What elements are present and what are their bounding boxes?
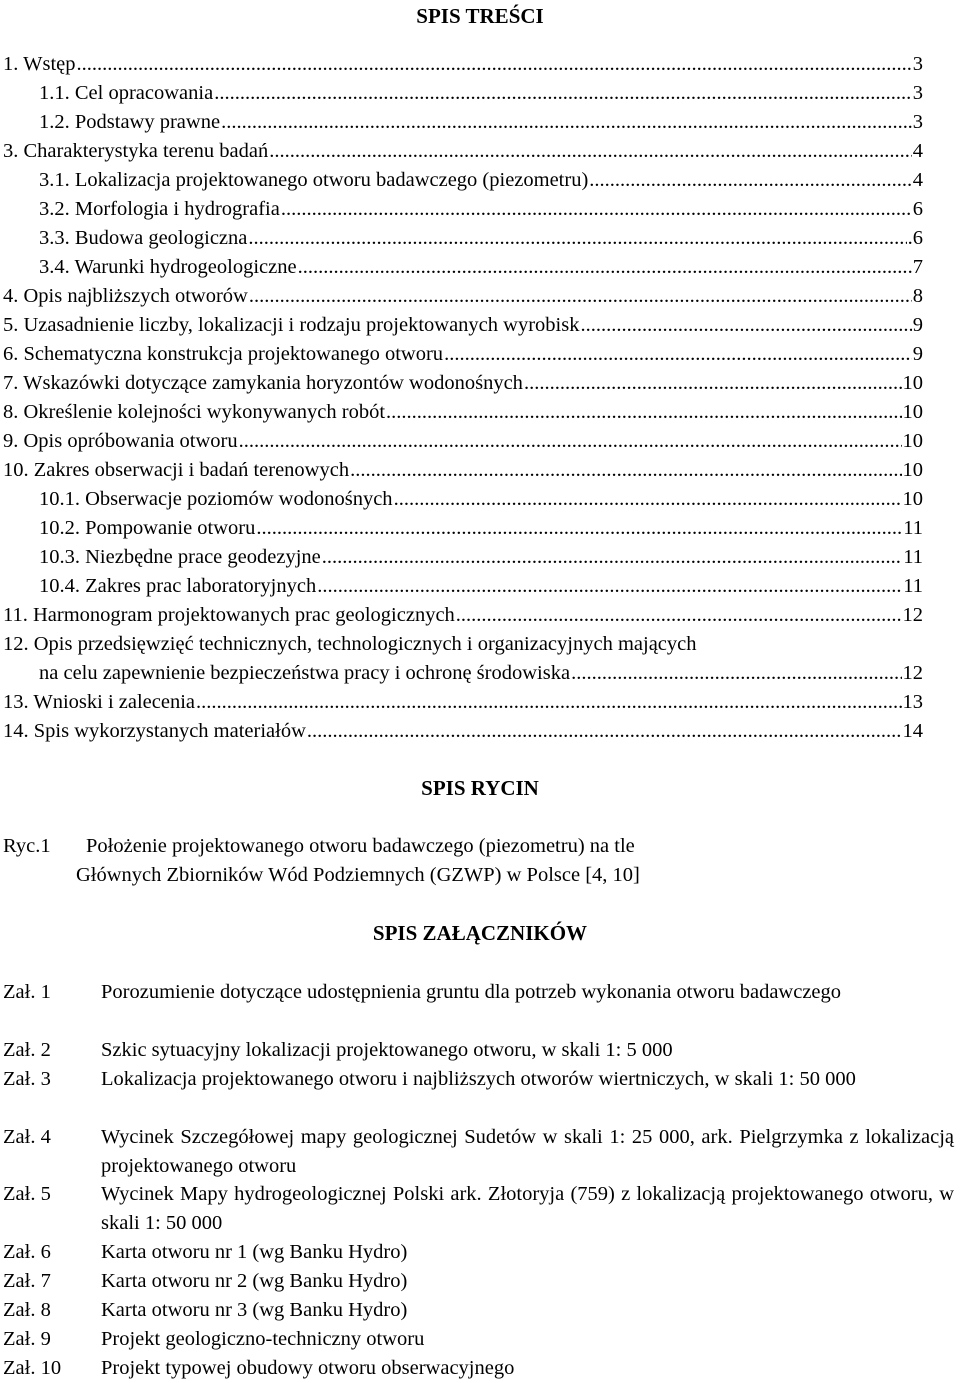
- toc-page-number: 12: [902, 604, 923, 626]
- figure-label: Ryc.1: [3, 835, 51, 857]
- figure-caption-line-1: Położenie projektowanego otworu badawczego (piezometru) na tle: [86, 835, 635, 857]
- toc-page-number: .7: [907, 256, 923, 278]
- toc-entry[interactable]: [3, 427, 923, 455]
- toc-entry-text: 5. Uzasadnienie liczby, lokalizacji i rodzaju projektowanych wyrobisk: [3, 314, 580, 336]
- attachment-label: Zał. 7: [3, 1270, 51, 1292]
- toc-page-number: 10: [902, 488, 923, 510]
- attachment-description: Lokalizacja projektowanego otworu i najbliższych otworów wiertniczych, w skali 1: 50 000: [101, 1068, 856, 1090]
- toc-leader-dots: [350, 456, 901, 484]
- toc-entry-text: 3.2. Morfologia i hydrografia: [39, 198, 280, 220]
- figures-title: SPIS RYCIN: [421, 776, 539, 800]
- toc-leader-dots: [214, 79, 912, 107]
- attachment-label: Zał. 9: [3, 1328, 51, 1350]
- attachment-description: Porozumienie dotyczące udostępnienia gruntu dla potrzeb wykonania otworu badawczego: [101, 981, 842, 1003]
- toc-entry[interactable]: [39, 224, 923, 252]
- toc-page-number: 8: [912, 285, 923, 307]
- toc-entry[interactable]: [39, 514, 923, 542]
- toc-leader-dots: [77, 50, 912, 78]
- toc-entry-text: 1.2. Podstawy prawne: [39, 111, 221, 133]
- toc-leader-dots: [524, 369, 902, 397]
- toc-entry[interactable]: [39, 79, 923, 107]
- toc-page-number: 3: [912, 82, 923, 104]
- toc-page-number: 10: [902, 459, 923, 481]
- toc-entry[interactable]: [3, 717, 923, 745]
- toc-entry[interactable]: [39, 108, 923, 136]
- toc-title: SPIS TREŚCI: [416, 4, 544, 28]
- toc-entry-multiline-first[interactable]: [3, 630, 697, 658]
- attachments-title: SPIS ZAŁĄCZNIKÓW: [372, 921, 588, 945]
- toc-entry-text: 3. Charakterystyka terenu badań: [3, 140, 269, 162]
- toc-entry[interactable]: [3, 456, 923, 484]
- toc-entry[interactable]: [3, 50, 923, 78]
- toc-leader-dots: [394, 485, 902, 513]
- toc-entry[interactable]: [3, 137, 923, 165]
- attachment-description: Szkic sytuacyjny lokalizacji projektowanego otworu, w skali 1: 5 000: [101, 1039, 673, 1061]
- toc-entry-text: 3.4. Warunki hydrogeologiczne: [39, 256, 297, 278]
- toc-leader-dots: [221, 108, 907, 136]
- toc-leader-dots: [256, 514, 902, 542]
- attachment-description: Wycinek Mapy hydrogeologicznej Polski ark. Złotoryja (759) z lokalizacją projektowanego otworu, w skali 1: 50 000: [101, 1183, 954, 1234]
- attachment-label: Zał. 4: [3, 1126, 51, 1148]
- toc-page-number: 11: [903, 517, 923, 539]
- toc-page-number: 10: [902, 430, 923, 452]
- toc-entry[interactable]: [39, 195, 923, 223]
- toc-entry[interactable]: [39, 166, 923, 194]
- attachment-description: Projekt typowej obudowy otworu obserwacyjnego: [101, 1357, 515, 1379]
- toc-entry[interactable]: [3, 398, 923, 426]
- toc-page-number: 11: [903, 546, 923, 568]
- attachment-label: Zał. 10: [3, 1357, 62, 1379]
- toc-entry-text: 14. Spis wykorzystanych materiałów: [3, 720, 306, 742]
- toc-entry[interactable]: [3, 282, 923, 310]
- toc-leader-dots: [307, 717, 902, 745]
- toc-entry-text: na celu zapewnienie bezpieczeństwa pracy i ochronę środowiska: [39, 662, 571, 684]
- toc-entry[interactable]: [3, 311, 923, 339]
- toc-entry-text: 10.3. Niezbędne prace geodezyjne: [39, 546, 321, 568]
- toc-page-number: 11: [903, 575, 923, 597]
- toc-entry-text: 8. Określenie kolejności wykonywanych robót: [3, 401, 386, 423]
- toc-entry[interactable]: [3, 688, 923, 716]
- toc-entry[interactable]: [39, 543, 923, 571]
- attachment-label: Zał. 8: [3, 1299, 51, 1321]
- attachment-label: Zał. 2: [3, 1039, 51, 1061]
- attachment-description: Karta otworu nr 2 (wg Banku Hydro): [101, 1270, 408, 1292]
- attachment-description: Projekt geologiczno-techniczny otworu: [101, 1328, 425, 1350]
- toc-entry-text: 6. Schematyczna konstrukcja projektowanego otworu: [3, 343, 444, 365]
- toc-entry[interactable]: [39, 253, 923, 281]
- toc-entry[interactable]: [3, 340, 923, 368]
- toc-entry-text: 11. Harmonogram projektowanych prac geologicznych: [3, 604, 455, 626]
- toc-entry-text: 1. Wstęp: [3, 53, 76, 75]
- toc-leader-dots: [456, 601, 902, 629]
- toc-page-number: 12: [902, 662, 923, 684]
- toc-page-number: 10: [902, 372, 923, 394]
- toc-leader-dots: [571, 659, 901, 687]
- attachment-description: Wycinek Szczegółowej mapy geologicznej Sudetów w skali 1: 25 000, ark. Pielgrzymka z lokalizacją projektowanego otworu: [101, 1126, 954, 1177]
- toc-entry[interactable]: [39, 485, 923, 513]
- toc-page-number: 13: [902, 691, 923, 713]
- toc-page-number: .3: [907, 111, 923, 133]
- toc-leader-dots: [298, 253, 907, 281]
- toc-entry-text: 3.3. Budowa geologiczna: [39, 227, 248, 249]
- toc-leader-dots: [317, 572, 902, 600]
- toc-leader-dots: [580, 311, 911, 339]
- toc-leader-dots: [322, 543, 903, 571]
- toc-entry-text: 10.1. Obserwacje poziomów wodonośnych: [39, 488, 393, 510]
- toc-leader-dots: [248, 224, 906, 252]
- toc-page-number: 14: [902, 720, 923, 742]
- toc-entry-multiline-cont[interactable]: [39, 659, 923, 687]
- toc-page-number: 4: [912, 169, 923, 191]
- toc-page-number: 4: [912, 140, 923, 162]
- attachment-label: Zał. 1: [3, 981, 51, 1003]
- toc-page-number: 3: [912, 53, 923, 75]
- toc-leader-dots: [281, 195, 912, 223]
- toc-leader-dots: [269, 137, 911, 165]
- toc-page-number: 10: [902, 401, 923, 423]
- toc-entry-text: 10. Zakres obserwacji i badań terenowych: [3, 459, 350, 481]
- toc-leader-dots: [249, 282, 912, 310]
- toc-page-number: 9: [912, 343, 923, 365]
- toc-entry-text: 10.2. Pompowanie otworu: [39, 517, 256, 539]
- attachment-description: Karta otworu nr 3 (wg Banku Hydro): [101, 1299, 408, 1321]
- toc-entry[interactable]: [3, 369, 923, 397]
- attachment-label: Zał. 3: [3, 1068, 51, 1090]
- toc-entry[interactable]: [3, 601, 923, 629]
- attachment-label: Zał. 5: [3, 1183, 51, 1205]
- attachment-label: Zał. 6: [3, 1241, 51, 1263]
- toc-page-number: 9: [912, 314, 923, 336]
- toc-leader-dots: [386, 398, 901, 426]
- toc-leader-dots: [239, 427, 902, 455]
- attachment-description: Karta otworu nr 1 (wg Banku Hydro): [101, 1241, 408, 1263]
- toc-entry-text: 3.1. Lokalizacja projektowanego otworu badawczego (piezometru): [39, 169, 589, 191]
- toc-entry-text: 10.4. Zakres prac laboratoryjnych: [39, 575, 317, 597]
- toc-leader-dots: [589, 166, 911, 194]
- toc-entry-text: 1.1. Cel opracowania: [39, 82, 214, 104]
- toc-page-number: 6: [912, 198, 923, 220]
- toc-entry-text: 4. Opis najbliższych otworów: [3, 285, 248, 307]
- toc-leader-dots: [196, 688, 901, 716]
- toc-entry-text: 7. Wskazówki dotyczące zamykania horyzontów wodonośnych: [3, 372, 523, 394]
- toc-entry-text: 9. Opis opróbowania otworu: [3, 430, 238, 452]
- toc-entry-text: 13. Wnioski i zalecenia: [3, 691, 196, 713]
- toc-page-number: .6: [907, 227, 923, 249]
- toc-entry-text: 12. Opis przedsięwzięć technicznych, technologicznych i organizacyjnych mających: [3, 633, 697, 655]
- toc-entry[interactable]: [39, 572, 923, 600]
- toc-leader-dots: [444, 340, 912, 368]
- figure-caption-line-2: Głównych Zbiorników Wód Podziemnych (GZWP) w Polsce [4, 10]: [76, 864, 640, 886]
